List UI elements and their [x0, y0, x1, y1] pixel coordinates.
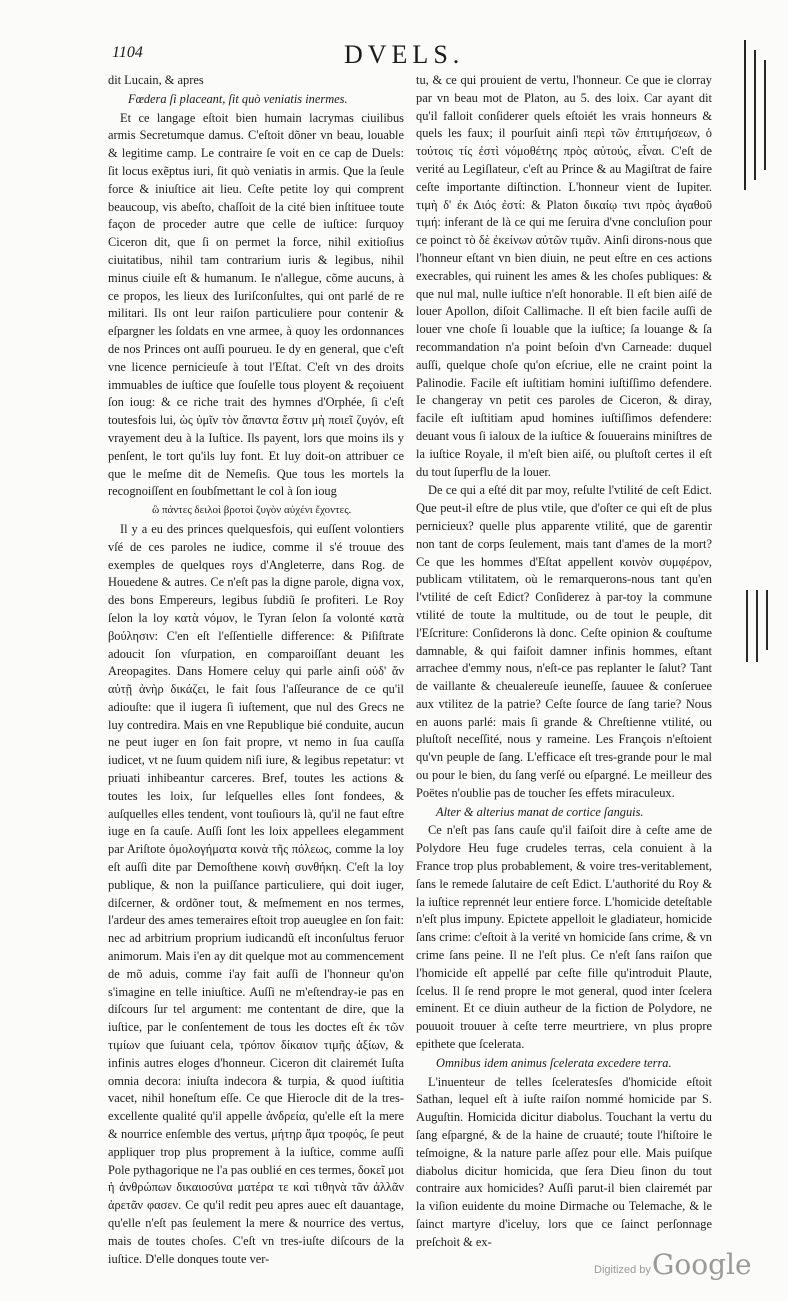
- digitized-by-google-watermark: [594, 1248, 752, 1284]
- page-number: 1104: [112, 44, 143, 61]
- left-column-paragraph: dit Lucain, & apres: [108, 73, 204, 87]
- left-column-paragraph: Fœdera ſi placeant, ſit quò veniatis inermes.: [128, 91, 348, 106]
- right-column-paragraph: tu, & ce qui prouient de vertu, l'honneur. Ce que ie clorray par vn beau mot de Platon, au 5. des loix. Car ayant dit qu'il falloit conſiderer quels eſtoiét les vrais honneurs & quels les faux; il pourſuit ainſi περὶ τῶν ἐπιτιμήσεων, ὁ τούτοις τίς ἐστὶ νόμοθέτης πρὸς αὐτούς, εἶναι. C'eſt de verité au Legiſlateur, c'eſt au Prince & au Magiſtrat de faire ceſte importante diſtinction. L'honneur vient de Iupiter. τιμὴ δ' ἐκ Διός ἐστί: & Platon δικαίῳ τινι πρὸς ἀγαθοῦ τιμή: inferant de là ce qui me ſeruira d'vne concluſion pour ce poinct τὸ δὲ ἐκείνων αὐτῶν τιμᾶν. Ainſi dirons-nous que l'honneur eſtant vn bien diuin, ne peut eſtre en ces actions execrables, qui ruinent les ames & les choſes publiques: & que nul mal, nulle iuſtice n'eſt honorable. Il eſt bien aiſé de louer Apollon, diſoit Callimache. Il eſt bien facile auſſi de louer vne choſe ſi louable que la iuſtice; ſa louange & ſa recommandation n'a point beſoin d'vn Carneade: duquel auſſi, quelque choſe qu'on eſcriue, elle ne craint point la Palinodie. Facile eſt iuſtitiam homini iuſtiſſimo defendere. Ie changeray vn petit ces paroles de Ciceron, & diray, facile eſt iuſtitiam apud homines iuſtiſſimos defendere: deuant vous ſi ialoux de la iuſtice & ſouuerains miniſtres de la iuſtice Royale, il m'eſt bien aiſé, ou pluſtoſt certes il eſt du tout ſuperflu de la louer.: [416, 73, 712, 479]
- left-column-paragraph: Il y a eu des princes quelquesfois, qui euſſent volontiers vſé de ces paroles ne iudice, comme il s'é trouue des exemples de quelques roys d'Angleterre, dans Rog. de Houedene & autres. Ce n'eſt pas la digne parole, digna vox, des bons Empereurs, legibus ſubdiũ ſe profiteri. Le Roy ſelon la loy κατὰ νόμον, le Tyran ſelon ſa volonté κατὰ βούλησιν: C'en eſt l'eſſentielle difference: & Piſiſtrate adoucit ſon vſurpation, en comparoiſſant deuant les Areopagites. Dans Homere celuy qui parle ainſi οὐδ' ἄν αὐτῇ ἀνὴρ δικάζει, le fait ſous l'aſſeurance de ce qu'il adiouſte: que il iugera ſi iuſtement, que nul des Grecs ne luy contredira. Mais en vne Republique bié conduite, aucun ne peut iuger en ſon fait propre, vt nemo in ſua cauſſa iudicet, vt ne ſuum quidem niſi iure, & legibus repetatur: vt priuati inhibeantur carceres. Bref, toutes les actions & toutes les loix, ſur leſquelles elles ſont fondees, & auſquelles elles tendent, vont touſiours là, qu'il ne faut eſtre iuge en ſa cauſe. Auſſi ſont les loix appellees elegamment par Ariſtote ὁμολογήματα κοινὰ τῆς πόλεως, comme la loy eſt auſſi dite par Demoſthene κοινὴ συνθήκη. C'eſt la loy publique, & non la puiſſance particuliere, qui doit iuger, diſcerner, & ordõner tout, & meſmement en nos termes, l'ardeur des ames temeraires eſtoit trop aueuglee en ſon fait: nec ad arbitrium proprium iudicandũ eſt inconſultus feruor animorum. Mais i'en ay dit quelque mot au commencement de mõ aduis, comme i'ay fait auſſi de l'honneur qu'on s'imagine en telle iniuſtice. Auſſi ne m'eſtendray-ie pas en diſcours ſur tel argument: me contentant de dire, que la iuſtice, par le conſentement de tous les doctes eſt ἐκ τῶν τιμίων que ſuiuant cela, τρόπον δίκαιον τιμῆς ἀξίων, & infinis autres eloges d'honneur. Ciceron dit clairemét Iuſta omnia decora: iniuſta indecora & turpia, & quod iuſtitia vacet, nihil honeſtum eſſe. Ce que Hierocle dit de la tres-excellente qualité qu'il appelle ἀνδρεία, qu'elle eſt la mere & nourrice enſemble des vertus, μήτηρ ἅμα τροφός, ſe peut appliquer trop plus proprement à la iuſtice, comme auſſi Pole pythagorique ne l'a pas oublié en ces termes, δοκεῖ μοι ἡ ἀνθρώπων δικαιοσύνα ματέρα τε καὶ τιθηνὰ τᾶν ἀλλᾶν ἀρετᾶν φασεν. Ce qu'il redit peu apres auec eſt dauantage, qu'elle n'eſt pas ſeulement la mere & nourrice des vertus, mais de toutes choſes. C'eſt vn tres-iuſte diſcours de la iuſtice. D'elle donques toute ver-: [108, 521, 404, 1266]
- right-column-paragraph: Omnibus idem animus ſcelerata excedere terra.: [436, 1055, 672, 1070]
- google-logo: Google: [652, 1248, 752, 1281]
- right-column-paragraph: Ce n'eſt pas ſans cauſe qu'il faiſoit dire à ceſte ame de Polydore Heu fuge crudeles terras, cela conuient à la France trop plus probablement, & voire tres-veritablement, ſans le remede ſalutaire de ceſt Edict. L'authorité du Roy & la iuſtice reprennét leur entiere force. L'homicide deteſtable n'eſt plus impuny. Epictete appelloit le gladiateur, homicide ſans crime: c'eſtoit à la verité vn homicide ſans crime, & vn crime ſans peine. Il ne l'eſt plus. Ce n'eſt ſans raiſon que l'homicide eſt appellé par ceſte fille qu'introduit Plaute, ſcelus. Il ſe rend propre le mot general, quod inter ſcelera eminent. Et ce diuin autheur de la fiction de Polydore, ne pouuoit trouuer à ceſte terre meurtriere, vn plus propre epithete que ſcelerata.: [416, 823, 712, 1052]
- left-text-column: [108, 72, 404, 1266]
- watermark-caption: Digitized by: [594, 1264, 651, 1276]
- running-title: DVELS.: [344, 40, 465, 69]
- scan-edge-marks-lower: [742, 590, 772, 670]
- right-text-column: [416, 72, 712, 1249]
- left-column-paragraph: ὣ πάντες δειλοὶ βροτοὶ ζυγὸν αὐχένι ἔχοντες.: [152, 504, 352, 517]
- page-header: [112, 40, 700, 70]
- right-column-paragraph: Alter & alterius manat de cortice ſanguis.: [436, 804, 644, 819]
- left-column-paragraph: Et ce langage eſtoit bien humain lacrymas ciuilibus armis Secretumque damus. C'eſtoit dõner vn beau, louable & legitime camp. Le contraire ſe voit en ce cap de Duels: ſit locus exẽptus iuri, ſit quò veniatis in armis. Que la ſeule force & iniuſtice ait lieu. Ceſte petite loy qui comprent beaucoup, vis abeſto, chaſſoit de la cité bien inſtituee toute façon de proceder autre que celle de iuſtice: ſurquoy Ciceron dit, que ſi on permet la force, nihil exitioſius ciuitatibus, nihil tam contrarium iuris & legibus, nihil minus ciuile eſt & humanum. Ie n'allegue, cõme aucuns, à ce propos, les lieux des Iuriſconſultes, qui ont parlé de re militari. Ils ont leur raiſon particuliere pour contenir & eſpargner les ſoldats en vne armee, à quoy les ordonnances de nos Princes ont auſſi pourueu. Ie dy en general, que c'eſt vne licence pernicieuſe à tout l'Eſtat. C'eſt vn des droits immuables de iuſtice que ſouſelle tous ployent & reçoiuent ſon ioug: & ce riche trait des hymnes d'Orphée, ſi c'eſt toutesfois lui, ὡς ὑμῖν τὸν ἅπαντα ἔστιν μὴ ποιεῖ ζυγόν, eſt vrayement deu à la Iuſtice. Ils payent, lors que moins ils y penſent, le tort qu'ils luy font. Et luy doit-on attribuer ce que le meſme dit de Nemeſis. Que tous les mortels la recognoiſſent en ſoubſmettant le col à ſon ioug: [108, 110, 404, 499]
- scan-edge-marks: [742, 40, 772, 200]
- right-column-paragraph: De ce qui a eſté dit par moy, reſulte l'vtilité de ceſt Edict. Que peut-il eſtre de plus vtile, que d'oſter ce qui eſt de plus pernicieux? quelle plus apparente vtilité, que de garentir non tant de corps ſeulement, mais tant d'ames de la mort? Ce que les hommes d'Eſtat appellent κοινὸν συμφέρον, publicam vtilitatem, où le remarquerons-nous tant qu'en l'vtilité de ceſt Edict? Conſiderez à par-toy la commune vtilité de toute la multitude, ou de tout le peuple, dit l'Eſcriture: Conſiderons là donc. Ceſte opinion & couſtume damnable, & qui faiſoit damner infinis hommes, eſtant arrachee d'emmy nous, n'eſt-ce pas replanter le ſalut? Tant de vaillante & cheualereuſe ieuneſſe, ſauuee & conſeruee aux vtilitez de la patrie? Ceſte ſource de ſang tarie? Nous en auons parlé: mais ſi grande & Chreſtienne vtilité, ou pluſtoſt neceſſité, nous y rameine. Les François n'eſtoient qu'vn peuple de ſang. L'efficace eſt tres-grande pour le mal ou pour le bien, du ſang verſé ou eſpargné. Le meilleur des Poëtes n'oublie pas de toucher ſes effets miraculeux.: [416, 483, 712, 800]
- right-column-paragraph: L'inuenteur de telles ſceleratesſes d'homicide eſtoit Sathan, lequel eſt à iuſte raiſon nommé homicide par S. Auguſtin. Homicida dicitur diabolus. Touchant la vertu du ſang eſpargné, & de la haine de cruauté; toute l'hiſtoire le teſmoigne, & la nature parle aſſez pour elle. Mais puiſque diabolus dicitur homicida, que ſera Dieu ſinon du tout contraire aux homicides? Auſſi parut-il bien clairemét par la viſion euidente du moine Dirmache ou Telemache, & le ſainct martyre d'iceluy, lors que ce ſainct perſonnage preſchoit & ex-: [416, 1074, 712, 1249]
